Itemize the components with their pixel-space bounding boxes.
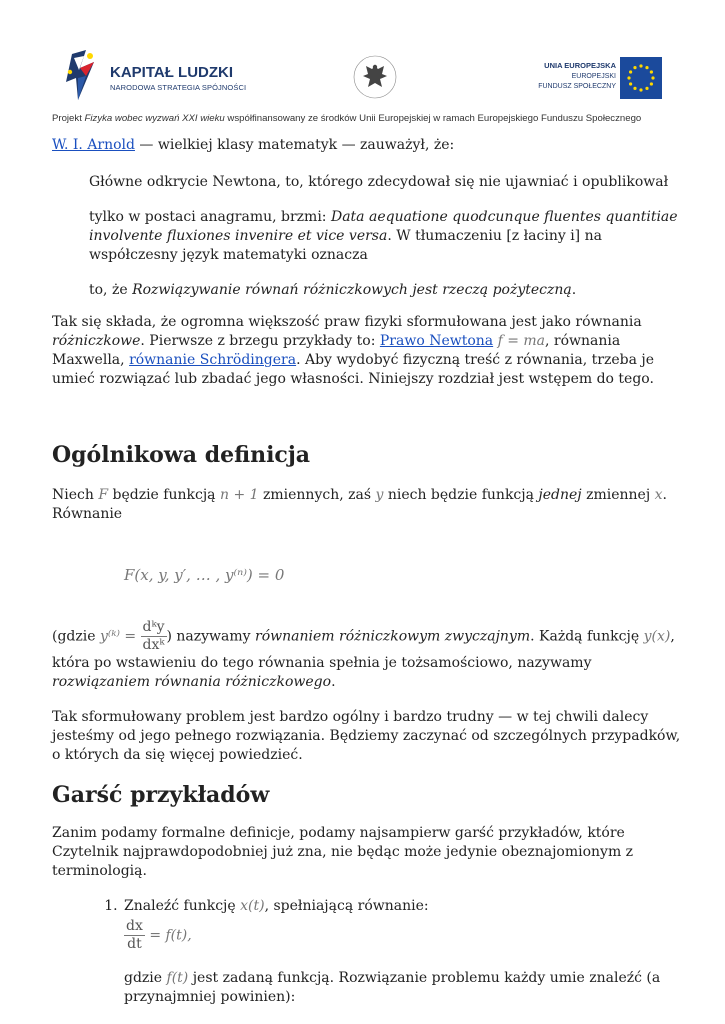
para1-text-4: . Aby wydobyć fizyczną treść z równania, trzeba je umieć rozwiązać lub zbadać jego własności. Niniejszy rozdział jest wstępem do tego. xyxy=(52,352,654,387)
item1-explanation xyxy=(124,969,682,1007)
definition-paragraph-1 xyxy=(52,486,682,524)
examples-intro-paragraph: Zanim podamy formalne definicje, podamy najsampierw garść przykładów, które Czytelnik najprawdopodobniej już zna, nie będąc może jedynie obeznajomionym z terminologią. xyxy=(52,825,634,879)
eu-star-icon xyxy=(629,70,632,73)
kapital-ludzki-logo xyxy=(64,48,247,104)
math-x-of-t: x(t) xyxy=(240,898,265,914)
definition-paragraph-2 xyxy=(52,619,682,692)
physics-laws-paragraph xyxy=(52,313,682,389)
project-prefix: Projekt xyxy=(52,113,85,124)
section-heading-examples: Garść przykładów xyxy=(52,782,270,808)
math-F: F xyxy=(98,487,109,503)
intro-paragraph xyxy=(52,136,682,155)
def-text-c: zmiennych, zaś xyxy=(258,487,376,503)
item1-text-a: Znaleźć funkcję xyxy=(124,898,241,914)
def2-text-b: ) nazywamy xyxy=(166,628,256,645)
eu-star-icon xyxy=(633,66,636,69)
eu-social-fund-logo xyxy=(516,57,662,99)
quote-p3-start: to, że xyxy=(89,282,133,298)
eu-line-union: UNIA EUROPEJSKA xyxy=(544,61,616,70)
def2-em-ode: równaniem różniczkowym zwyczajnym xyxy=(255,628,531,645)
def2-text-a: (gdzie xyxy=(52,628,100,645)
def-text-b: będzie funkcją xyxy=(108,487,220,503)
item1-eq-rest: = f(t), xyxy=(149,927,192,944)
page-header xyxy=(0,0,725,130)
quote-latin: Data aequatione quodcunque fluentes quantitiae involvente fluxiones invenire et vice versa xyxy=(89,209,678,244)
math-y-k: y⁽ᵏ⁾ = xyxy=(99,628,137,645)
item1-text-d: jest zadaną funkcją. Rozwiązanie problemu każdy umie znaleźć (a przynajmniej powinien): xyxy=(124,970,661,1005)
dx-dt-fraction xyxy=(124,918,145,953)
kapital-ludzki-subtitle: NARODOWA STRATEGIA SPÓJNOŚCI xyxy=(110,83,247,92)
eu-star-icon xyxy=(629,82,632,85)
def-text-f: . Równanie xyxy=(52,487,667,522)
quote-p2-start: tylko w postaci anagramu, brzmi: xyxy=(89,209,331,225)
def2-text-e: . xyxy=(331,674,336,690)
eu-star-icon xyxy=(650,70,653,73)
derivative-fraction xyxy=(141,619,167,654)
derivative-denominator: dxᵏ xyxy=(142,637,165,653)
quote-p3-em: Rozwiązywanie równań różniczkowych jest rzeczą pożyteczną xyxy=(132,282,572,298)
para1-text-2: . Pierwsze z brzegu przykłady to: xyxy=(140,333,380,349)
eu-star-icon xyxy=(650,82,653,85)
math-y-of-x: y(x) xyxy=(643,628,671,645)
eu-flag-icon xyxy=(620,57,662,99)
examples-list xyxy=(52,897,682,1007)
eu-star-icon xyxy=(633,87,636,90)
schrodinger-link[interactable]: równanie Schrödingera xyxy=(129,352,297,368)
eu-star-icon xyxy=(627,76,630,79)
quote-paragraph-2 xyxy=(89,208,682,265)
item1-equation xyxy=(124,918,682,953)
article-content xyxy=(52,136,682,1007)
def-em-jednej: jednej xyxy=(538,487,582,503)
eu-star-icon xyxy=(645,87,648,90)
derivative-numerator: dᵏy xyxy=(142,619,165,635)
math-f-of-t: f(t) xyxy=(166,970,189,986)
eu-star-icon xyxy=(639,64,642,67)
section-heading-definition: Ogólnikowa definicja xyxy=(52,442,311,468)
item1-text-b: , spełniającą równanie: xyxy=(264,898,429,914)
math-n-plus-1: n + 1 xyxy=(219,487,259,503)
dt-denominator: dt xyxy=(127,936,142,952)
para1-text-3: , równania Maxwella, xyxy=(52,333,621,368)
def2-text-c: . Każdą funkcję xyxy=(530,628,644,645)
eu-line-european: EUROPEJSKI xyxy=(571,73,616,80)
university-eagle-seal-icon xyxy=(352,54,398,100)
project-suffix: współfinansowany ze środków Unii Europejskiej w ramach Europejskiego Funduszu Społecznego xyxy=(224,113,642,124)
difficulty-paragraph: Tak sformułowany problem jest bardzo ogólny i bardzo trudny — w tej chwili dalecy jesteśmy od jego pełnego rozwiązania. Będziemy zaczynać od szczególnych przypadków, o których da się więcej powiedzieć. xyxy=(52,709,681,763)
arnold-link[interactable]: W. I. Arnold xyxy=(52,137,135,153)
math-x: x xyxy=(654,487,663,503)
project-caption xyxy=(52,113,641,124)
quote-paragraph-3 xyxy=(89,281,682,300)
math-y: y xyxy=(375,487,384,503)
intro-text: — wielkiej klasy matematyk — zauważył, że: xyxy=(134,137,455,153)
eu-star-icon xyxy=(645,66,648,69)
item1-text-c: gdzie xyxy=(124,970,167,986)
def2-em-solution: rozwiązaniem równania różniczkowego xyxy=(52,674,332,690)
eu-line-fund: FUNDUSZ SPOŁECZNY xyxy=(538,83,616,90)
eu-star-icon xyxy=(651,76,654,79)
ode-general-equation: F(x, y, y′, … , y⁽ⁿ⁾) = 0 xyxy=(124,566,285,584)
quote-p2-end: . W tłumaczeniu [z łaciny i] na współczesny język matematyki oznacza xyxy=(89,228,602,263)
def2-text-d: , która po wstawieniu do tego równania spełnia je tożsamościowo, nazywamy xyxy=(52,628,675,671)
quote-p3-end: . xyxy=(571,282,577,298)
kapital-ludzki-title: KAPITAŁ LUDZKI xyxy=(110,64,234,81)
newton-law-link[interactable]: Prawo Newtona xyxy=(379,333,494,349)
def-text-a: Niech xyxy=(52,487,99,503)
def-text-d: niech będzie funkcją xyxy=(383,487,539,503)
dx-numerator: dx xyxy=(126,918,143,934)
kapital-ludzki-emblem-icon xyxy=(64,48,108,104)
para1-text-1: Tak się składa, że ogromna większość praw fizyki sformułowana jest jako równania xyxy=(52,314,642,330)
list-item xyxy=(122,897,682,1007)
project-title: Fizyka wobec wyzwań XXI wieku xyxy=(84,113,225,124)
def-text-e: zmiennej xyxy=(581,487,655,503)
quote-line-1: Główne odkrycie Newtona, to, którego zdecydował się nie ujawniać i opublikował xyxy=(89,174,669,190)
eu-star-icon xyxy=(639,88,642,91)
newton-formula: f = ma xyxy=(497,333,546,349)
university-warsaw-seal xyxy=(352,54,398,100)
para1-em: różniczkowe xyxy=(52,333,141,349)
